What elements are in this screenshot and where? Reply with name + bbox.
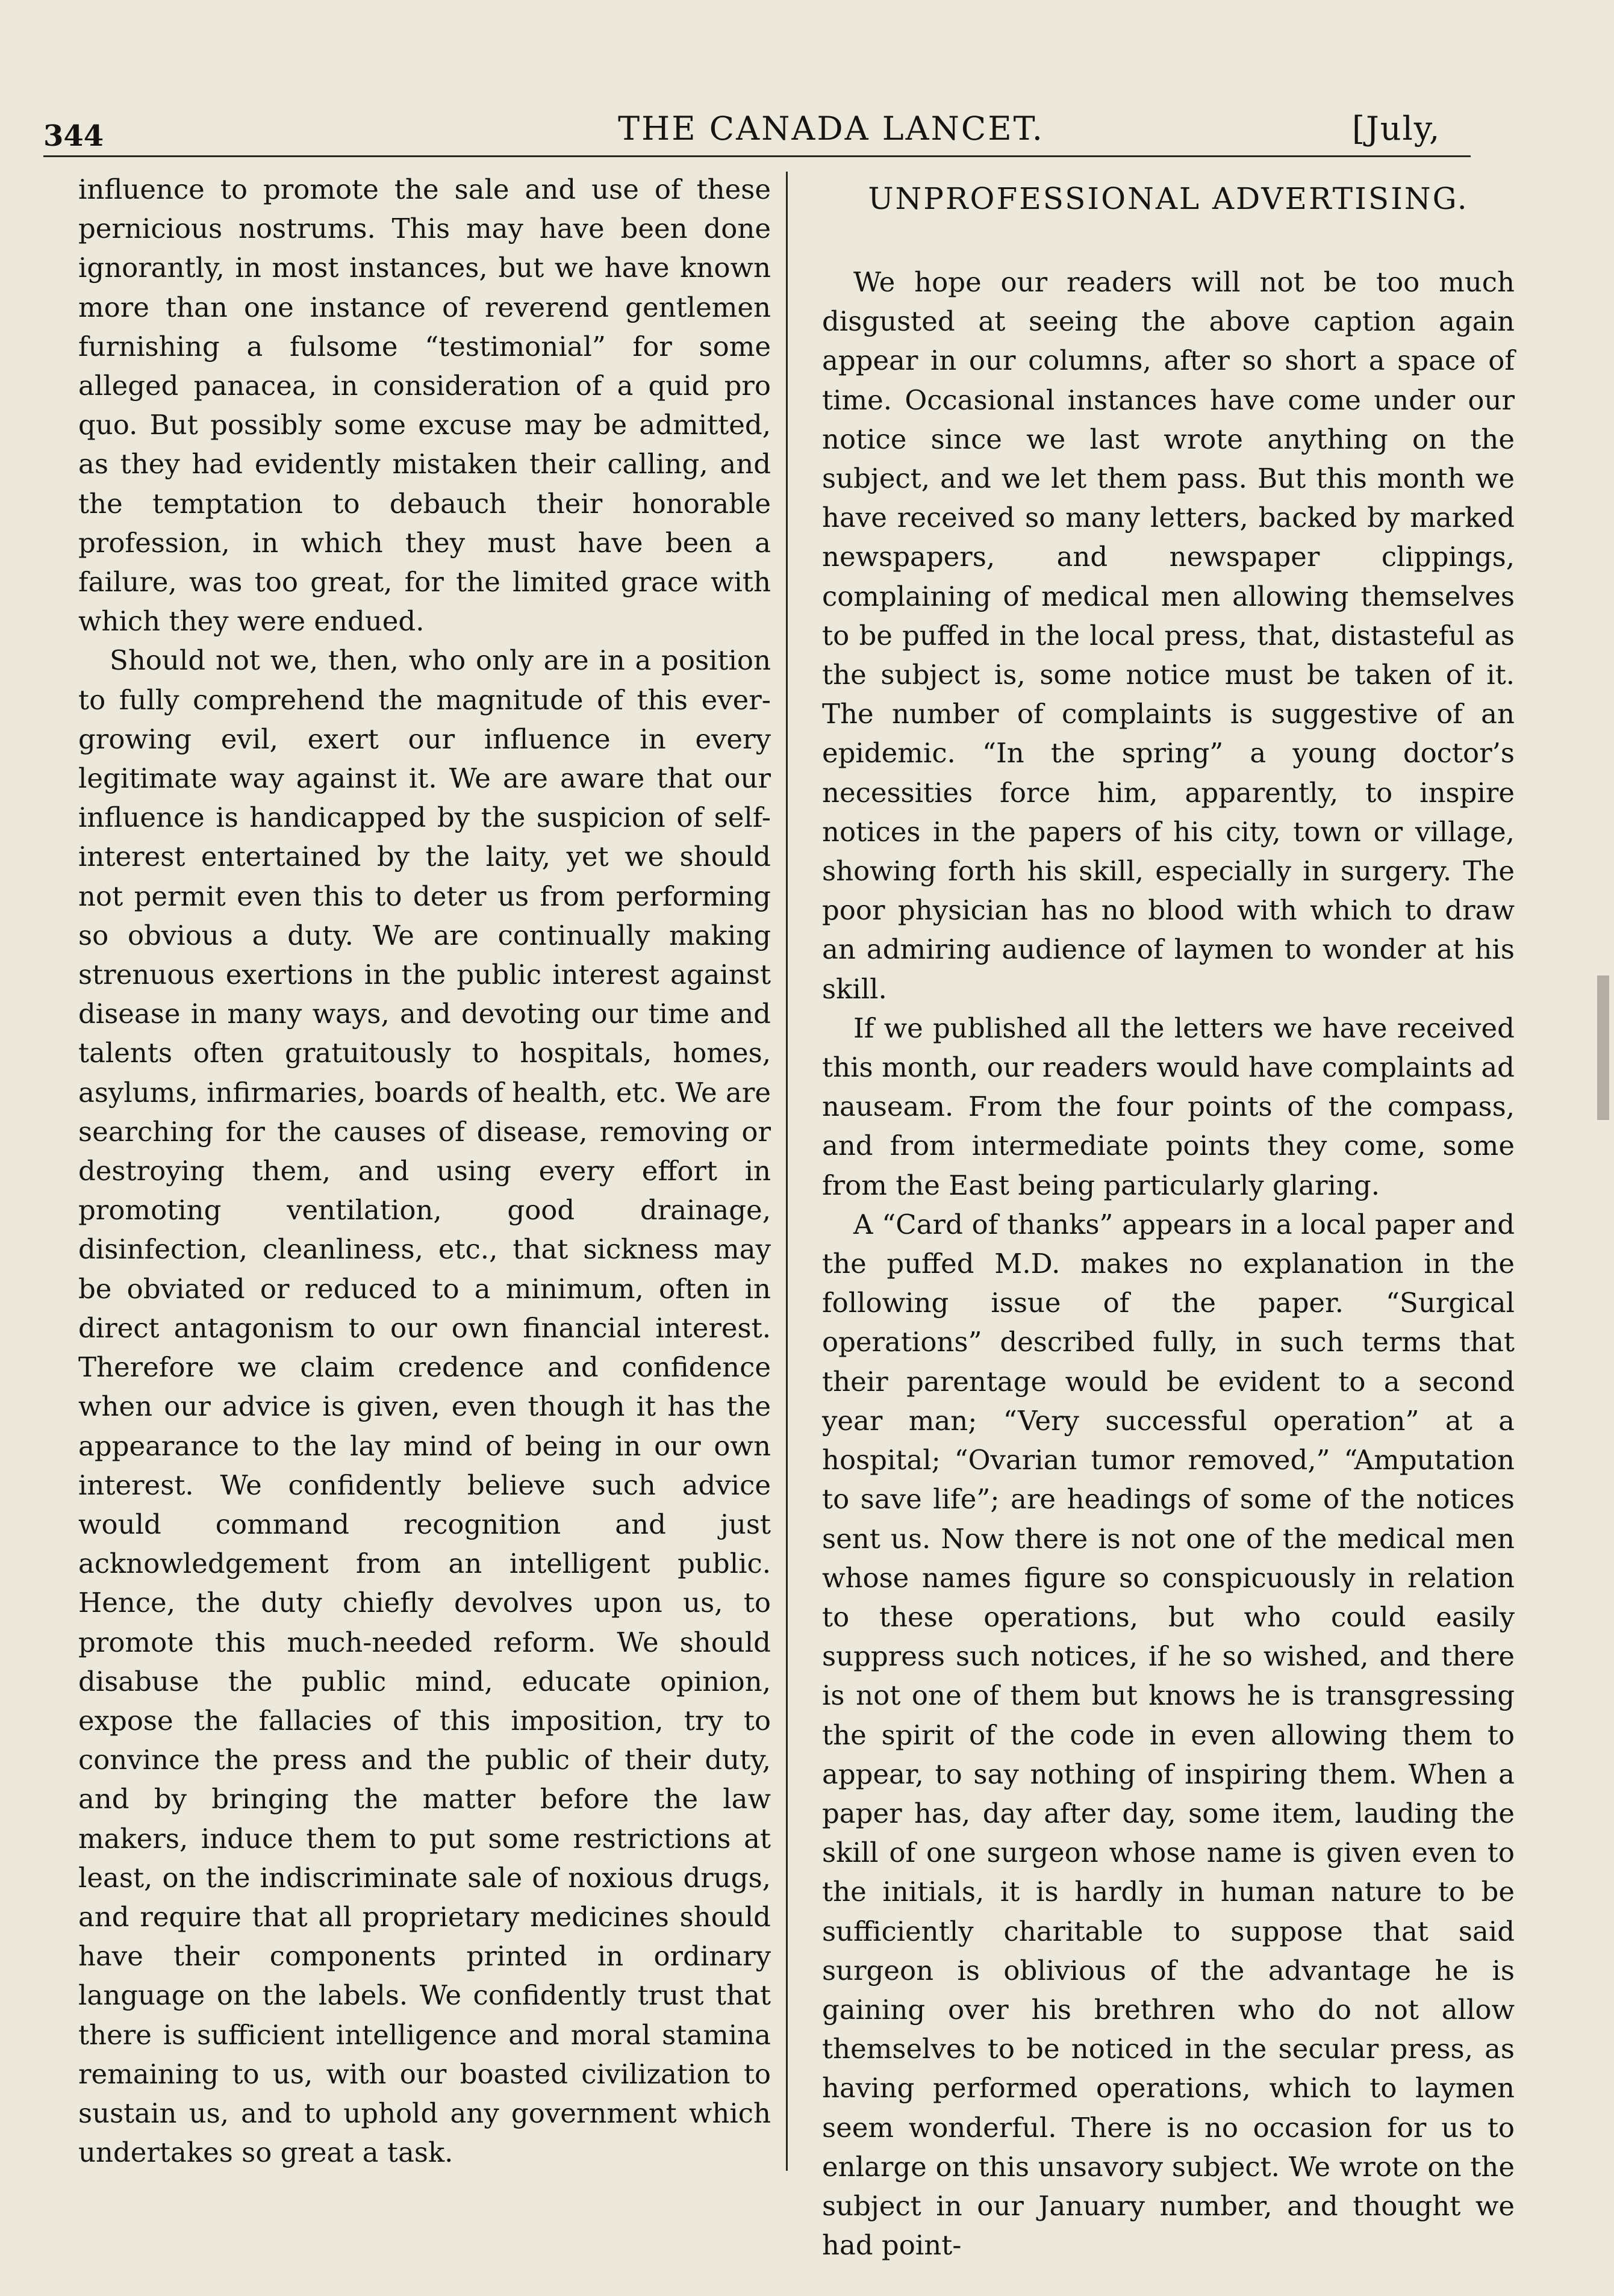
page-header bbox=[0, 0, 1614, 157]
right-paragraph-3: A “Card of thanks” appears in a local paper and the puffed M.D. makes no explanation in the following issue of the paper. “Surgical operations” described fully, in such terms that their parentage would be evident to a second year man; “Very successful operation” at a hospital; “Ovarian tumor removed,” “Amputation to save life”; are headings of some of the notices sent us. Now there is not one of the medical men whose names figure so conspicuously in relation to these operations, but who could easily suppress such notices, if he so wished, and there is not one of them but knows he is transgressing the spirit of the code in even allowing them to appear, to say nothing of inspiring them. When a paper has, day after day, some item, lauding the skill of one surgeon whose name is given even to the initials, it is hardly in human nature to be sufficiently charitable to suppose that said surgeon is oblivious of the advantage he is gaining over his brethren who do not allow themselves to be noticed in the secular press, as having performed operations, which to laymen seem wonderful. There is no occasion for us to enlarge on this unsavory subject. We wrote on the subject in our January number, and thought we had point- bbox=[822, 1208, 1515, 2262]
left-paragraph-2: Should not we, then, who only are in a position to fully comprehend the magnitude of this ever-growing evil, exert our influence in every legitimate way against it. We are aware that our influence is handicapped by the suspicion of self-interest entertained by the laity, yet we should not permit even this to deter us from performing so obvious a duty. We are continually making strenuous exertions in the public interest against disease in many ways, and devoting our time and talents often gratuitously to hospitals, homes, asylums, infirmaries, boards of health, etc. We are searching for the causes of disease, removing or destroying them, and using every effort in promoting ventilation, good drainage, disinfection, cleanliness, etc., that sickness may be obviated or reduced to a minimum, often in direct antagonism to our own financial interest. Therefore we claim credence and confidence when our advice is given, even though it has the appearance to the lay mind of being in our own interest. We confidently believe such advice would command recognition and just acknowledgement from an intelligent public. Hence, the duty chiefly devolves upon us, to promote this much-needed reform. We should disabuse the public mind, educate opinion, expose the fallacies of this imposition, try to convince the press and the public of their duty, and by bringing the matter before the law makers, induce them to put some restrictions at least, on the indiscriminate sale of noxious drugs, and require that all proprietary medicines should have their components printed in ordinary language on the labels. We confidently trust that there is sufficient intelligence and moral stamina remaining to us, with our boasted civilization to sustain us, and to uphold any government which undertakes so great a task. bbox=[78, 644, 771, 2169]
column-divider bbox=[786, 172, 788, 2171]
left-column bbox=[78, 170, 771, 2172]
right-paragraph-2: If we published all the letters we have received this month, our readers would have complaints ad nauseam. From the four points of the compass, and from intermediate points they come, some from the East being particularly glaring. bbox=[822, 1012, 1515, 1201]
right-column bbox=[822, 170, 1515, 2265]
left-paragraph-1: influence to promote the sale and use of these pernicious nostrums. This may have been done ignorantly, in most instances, but we have known more than one instance of reverend gentlemen furnishing a fulsome “testimonial” for some alleged panacea, in consideration of a quid pro quo. But possibly some excuse may be admitted, as they had evidently mistaken their calling, and the temptation to debauch their honorable profession, in which they must have been a failure, was too great, for the limited grace with which they were endued. bbox=[78, 173, 771, 638]
header-rule bbox=[43, 155, 1471, 157]
right-paragraph-1: We hope our readers will not be too much disgusted at seeing the above caption again appear in our columns, after so short a space of time. Occasional instances have come under our notice since we last wrote anything on the subject, and we let them pass. But this month we have received so many letters, backed by marked newspapers, and newspaper clippings, complaining of medical men allowing themselves to be puffed in the local press, that, distasteful as the subject is, some notice must be taken of it. The number of complaints is suggestive of an epidemic. “In the spring” a young doctor’s necessities force him, apparently, to inspire notices in the papers of his city, town or village, showing forth his skill, especially in surgery. The poor physician has no blood with which to draw an admiring audience of laymen to wonder at his skill. bbox=[822, 266, 1515, 1005]
page-number: 344 bbox=[43, 119, 104, 153]
running-title: THE CANADA LANCET. bbox=[618, 110, 1044, 148]
article-title: UNPROFESSIONAL ADVERTISING. bbox=[868, 181, 1469, 216]
running-month: [July, bbox=[1352, 110, 1441, 148]
page-edge-mark bbox=[1597, 975, 1609, 1120]
